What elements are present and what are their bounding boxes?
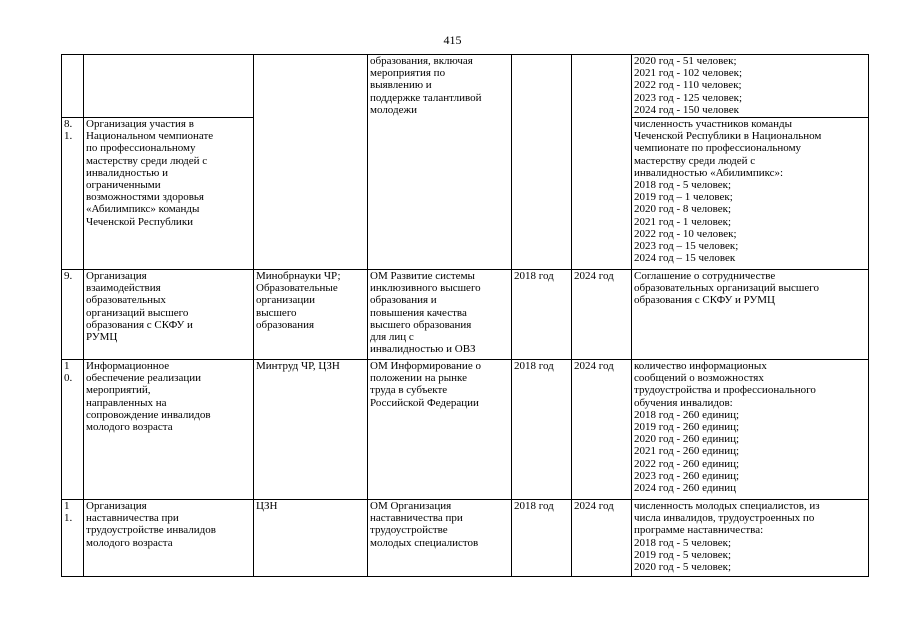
- cell-line: 2021 год - 260 единиц;: [634, 445, 740, 458]
- end-year-cell: [572, 360, 632, 500]
- end-year: 2024 год: [574, 270, 614, 282]
- start-year-cell: [512, 270, 572, 360]
- row-number: 9.: [64, 270, 73, 282]
- cell-line: 2020 год - 8 человек;: [634, 203, 731, 216]
- start-year: 2018 год: [514, 500, 554, 512]
- cell-line: наставничества при: [370, 512, 463, 525]
- cell-line: для лиц с: [370, 331, 414, 344]
- cell-line: РУМЦ: [86, 331, 118, 344]
- cell-line: 2018 год - 260 единиц;: [634, 408, 740, 421]
- cell-line: ОМ Организация: [370, 500, 452, 512]
- table-body: [62, 55, 869, 577]
- cell-line: мероприятий,: [86, 384, 151, 397]
- row-number: 1: [64, 360, 70, 372]
- cell-line: 2020 год - 260 единиц;: [634, 433, 740, 446]
- end-year-cell: [572, 500, 632, 577]
- cell-line: наставничества при: [86, 512, 179, 525]
- cell-line: количество информационых: [634, 360, 767, 372]
- cell-line: 2021 год - 102 человек;: [634, 67, 742, 80]
- cell-line: образования и: [370, 294, 437, 307]
- row-number-cell: [62, 270, 84, 360]
- table-row: [62, 500, 869, 577]
- page-number: 415: [443, 33, 462, 47]
- cell-line: инвалидностью «Абилимпикс»:: [634, 166, 784, 179]
- cell-line: 2018 год - 5 человек;: [634, 179, 731, 192]
- cell-line: трудоустройстве: [370, 524, 448, 537]
- cell-line: ограниченными: [86, 179, 161, 192]
- cell-line: 2021 год - 1 человек;: [634, 215, 731, 228]
- cell-line: 2022 год - 110 человек;: [634, 79, 742, 92]
- cell-line: 2023 год - 260 единиц;: [634, 469, 740, 482]
- cell-line: Организация: [86, 270, 147, 282]
- cell-line: Российской Федерации: [370, 396, 479, 409]
- cell-line: «Абилимпикс» команды: [86, 203, 200, 216]
- activity-name-cell: [84, 118, 254, 270]
- cell-line: направленных на: [86, 396, 167, 409]
- row-number: 0.: [64, 372, 73, 385]
- activity-name-cell: [84, 360, 254, 500]
- cell-line: молодого возраста: [86, 421, 173, 434]
- cell-line: 2019 год - 260 единиц;: [634, 421, 740, 434]
- executor-cell: [254, 55, 368, 270]
- cell-line: образования с СКФУ и РУМЦ: [634, 294, 775, 307]
- table-row: [62, 55, 869, 118]
- table-row: [62, 360, 869, 500]
- row-number-cell: [62, 360, 84, 500]
- cell-line: чемпионате по профессиональному: [634, 142, 802, 155]
- cell-line: молодого возраста: [86, 536, 173, 549]
- start-year: 2018 год: [514, 270, 554, 282]
- cell-line: 2020 год - 51 человек;: [634, 55, 737, 67]
- cell-line: 2024 год – 15 человек: [634, 252, 736, 265]
- cell-line: Чеченской Республики: [86, 215, 194, 228]
- cell-line: Информационное: [86, 360, 170, 372]
- end-year: 2024 год: [574, 360, 614, 372]
- event-cell: [368, 360, 512, 500]
- indicator-cell: [632, 270, 869, 360]
- cell-line: организации: [256, 294, 316, 307]
- cell-line: трудоустройства и профессионального: [634, 384, 816, 397]
- cell-line: Образовательные: [256, 282, 338, 295]
- cell-line: образовательных: [86, 294, 166, 307]
- cell-line: мастерству среди людей с: [634, 154, 756, 167]
- activity-name-cell: [84, 270, 254, 360]
- cell-line: труда в субъекте: [370, 384, 448, 397]
- cell-line: 2019 год – 1 человек;: [634, 191, 733, 204]
- cell-line: 2022 год - 10 человек;: [634, 227, 737, 240]
- end-year-cell: [572, 55, 632, 270]
- row-number-cell: [62, 55, 84, 118]
- cell-line: инвалидностью и ОВЗ: [370, 343, 476, 356]
- row-number: 1: [64, 500, 70, 512]
- cell-line: Минтруд ЧР, ЦЗН: [256, 360, 340, 372]
- indicator-cell: [632, 118, 869, 270]
- cell-line: Чеченской Республики в Национальном: [634, 130, 822, 143]
- row-number: 1.: [64, 512, 73, 525]
- cell-line: численность участников команды: [634, 118, 793, 130]
- cell-line: Организация: [86, 500, 147, 512]
- event-cell: [368, 55, 512, 270]
- cell-line: обеспечение реализации: [86, 372, 202, 385]
- cell-line: взаимодействия: [86, 282, 161, 295]
- executor-cell: [254, 270, 368, 360]
- cell-line: 2023 год – 15 человек;: [634, 240, 739, 253]
- row-number: 1.: [64, 130, 73, 143]
- cell-line: Национальном чемпионате: [86, 130, 214, 143]
- cell-line: возможностями здоровья: [86, 191, 204, 204]
- cell-line: 2018 год - 5 человек;: [634, 536, 731, 549]
- cell-line: Минобрнауки ЧР;: [256, 270, 341, 282]
- activity-name-cell: [84, 500, 254, 577]
- executor-cell: [254, 500, 368, 577]
- activity-name-cell: [84, 55, 254, 118]
- cell-line: высшего: [256, 306, 297, 319]
- cell-line: Организация участия в: [86, 118, 194, 130]
- cell-line: молодых специалистов: [370, 536, 479, 549]
- program-table: [61, 54, 869, 577]
- end-year-cell: [572, 270, 632, 360]
- cell-line: образования, включая: [370, 55, 473, 67]
- executor-cell: [254, 360, 368, 500]
- cell-line: молодежи: [370, 103, 417, 116]
- event-cell: [368, 270, 512, 360]
- event-cell: [368, 500, 512, 577]
- cell-line: мастерству среди людей с: [86, 154, 208, 167]
- start-year: 2018 год: [514, 360, 554, 372]
- cell-line: Соглашение о сотрудничестве: [634, 270, 776, 282]
- cell-line: образования с СКФУ и: [86, 318, 193, 331]
- cell-line: высшего образования: [370, 318, 472, 331]
- start-year-cell: [512, 360, 572, 500]
- cell-line: сопровождение инвалидов: [86, 408, 211, 421]
- end-year: 2024 год: [574, 500, 614, 512]
- cell-line: ОМ Информирование о: [370, 360, 481, 372]
- cell-line: программе наставничества:: [634, 524, 764, 537]
- cell-line: 2022 год - 260 единиц;: [634, 457, 740, 470]
- cell-line: ОМ Развитие системы: [370, 270, 475, 282]
- cell-line: образовательных организаций высшего: [634, 282, 819, 295]
- indicator-cell: [632, 500, 869, 577]
- cell-line: 2024 год - 260 единиц: [634, 482, 737, 495]
- cell-line: организаций высшего: [86, 306, 189, 319]
- indicator-cell: [632, 360, 869, 500]
- row-number-cell: [62, 500, 84, 577]
- table-row: [62, 270, 869, 360]
- cell-line: поддержке талантливой: [370, 91, 482, 104]
- cell-line: выявлению и: [370, 79, 432, 92]
- cell-line: 2024 год - 150 человек: [634, 103, 739, 116]
- cell-line: повышения качества: [370, 306, 467, 319]
- cell-line: обучения инвалидов:: [634, 396, 733, 409]
- cell-line: образования: [256, 318, 315, 331]
- cell-line: инвалидностью и: [86, 166, 168, 179]
- cell-line: числа инвалидов, трудоустроенных по: [634, 512, 815, 525]
- cell-line: 2020 год - 5 человек;: [634, 561, 731, 574]
- cell-line: 2023 год - 125 человек;: [634, 91, 742, 104]
- cell-line: сообщений о возможностях: [634, 372, 764, 385]
- cell-line: 2019 год - 5 человек;: [634, 548, 731, 561]
- indicator-cell: [632, 55, 869, 118]
- cell-line: инклюзивного высшего: [370, 282, 481, 295]
- cell-line: по профессиональному: [86, 142, 196, 155]
- start-year-cell: [512, 500, 572, 577]
- row-number: 8.: [64, 118, 73, 130]
- cell-line: положении на рынке: [370, 372, 467, 385]
- cell-line: численность молодых специалистов, из: [634, 500, 820, 512]
- row-number-cell: [62, 118, 84, 270]
- cell-line: мероприятия по: [370, 67, 446, 80]
- start-year-cell: [512, 55, 572, 270]
- cell-line: трудоустройстве инвалидов: [86, 524, 216, 537]
- cell-line: ЦЗН: [256, 500, 278, 512]
